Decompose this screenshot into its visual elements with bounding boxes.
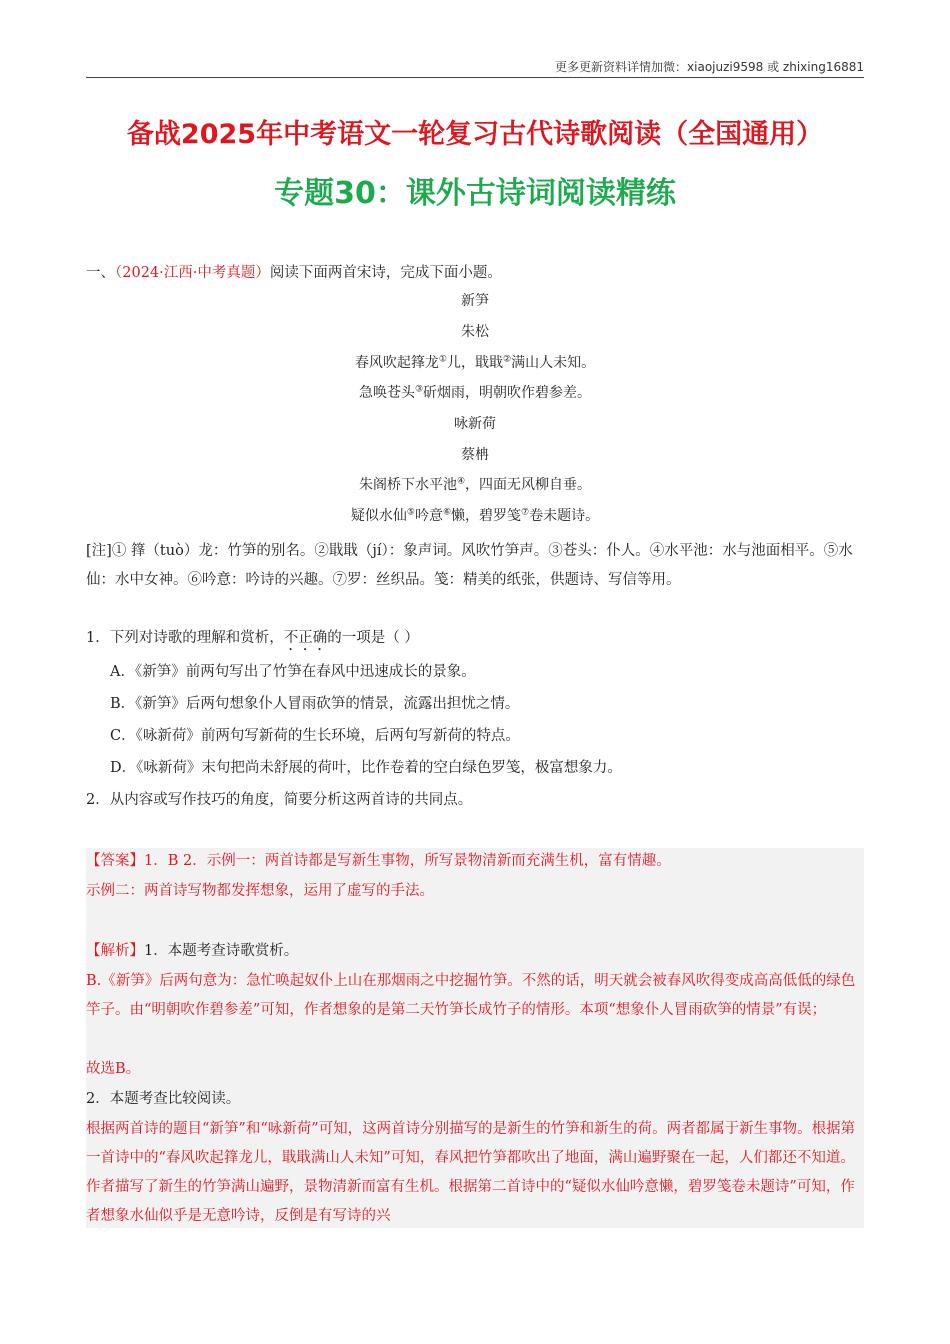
analysis-line1: 【解析】1．本题考查诗歌赏析。 — [86, 943, 299, 959]
option-d[interactable]: D．《咏新荷》末句把尚未舒展的荷叶，比作卷着的空白绿色罗笺，极富想象力。 — [110, 760, 622, 776]
analysis-paragraph-q2: 根据两首诗的题目“新笋”和“咏新荷”可知，这两首诗分别描写的是新生的竹笋和新生的荷。两者都属于新生事物。根据第一首诗中的“春风吹起箨龙儿，戢戢满山人未知”可知，春风把竹笋都吹出了地面，满山遍野聚在一起，人们都还不知道。作者描写了新生的竹笋满山遍野，景物清新而富有生机。根据第二首诗中的“疑似水仙吟意懒，碧罗笺卷未题诗”可知，作者想象水仙似乎是无意吟诗，反倒是有写诗的兴 — [86, 1121, 856, 1224]
poem-notes: [注]① 箨（tuò）龙：竹笋的别名。②戢戢（jí）：象声词。风吹竹笋声。③苍头：仆人。④水平池：水与池面相平。⑤水仙：水中女神。⑥吟意：吟诗的兴趣。⑦罗：丝织品。笺：精美的纸张，供题诗、写信等用。 — [86, 543, 853, 588]
sub-title: 专题30：课外古诗词阅读精练 — [274, 176, 676, 211]
question-2: 2．从内容或写作技巧的角度，简要分析这两首诗的共同点。 — [86, 792, 473, 808]
answer-line2: 示例二：两首诗写物都发挥想象，运用了虚写的手法。 — [86, 883, 434, 899]
poem2-line2: 疑似水仙⑤吟意⑥懒，碧罗笺⑦卷未题诗。 — [350, 507, 600, 524]
poem1-line1: 春风吹起箨龙①儿，戢戢②满山人未知。 — [354, 354, 596, 371]
question-intro — [86, 259, 864, 288]
analysis-choice: 故选B。 — [86, 1061, 141, 1077]
answer-line1: 【答案】1．B 2．示例一：两首诗都是写新生事物，所写景物清新而充满生机，富有情趣。 — [86, 853, 671, 869]
question-1: 1．下列对诗歌的理解和赏析，不正确的一项是（ ） — [86, 630, 419, 646]
poem1-line2: 急唤苍头③斫烟雨，明朝吹作碧参差。 — [358, 384, 592, 401]
poem2-title: 咏新荷 — [454, 416, 496, 432]
analysis-paragraph-b: B.《新笋》后两句意为：急忙唤起奴仆上山在那烟雨之中挖掘竹笋。不然的话，明天就会被春风吹得变成高高低低的绿色竿子。由“明朝吹作碧参差”可知，作者想象的是第二天竹笋长成竹子的情形。本项“想象仆人冒雨砍笋的情景”有误； — [86, 973, 856, 1018]
option-c[interactable]: C．《咏新荷》前两句写新荷的生长环境，后两句写新荷的特点。 — [110, 728, 520, 744]
poem2-author: 蔡柟 — [461, 447, 489, 463]
analysis-label: 【解析】 — [86, 943, 144, 959]
header-divider — [86, 77, 864, 78]
emphasis-not-correct: 不正确 — [283, 630, 328, 646]
main-title: 备战2025年中考语文一轮复习古代诗歌阅读（全国通用） — [126, 119, 824, 150]
question-instruction: 阅读下面两首宋诗，完成下面小题。 — [269, 265, 502, 281]
option-a[interactable]: A．《新笋》前两句写出了竹笋在春风中迅速成长的景象。 — [110, 664, 476, 680]
poem1-author: 朱松 — [461, 324, 489, 340]
analysis-q2-heading: 2．本题考查比较阅读。 — [86, 1091, 241, 1107]
answer-label: 【答案】 — [86, 853, 144, 869]
question-source: （2024·江西·中考真题） — [115, 265, 270, 281]
header-contact-note: 更多更新资料详情加微：xiaojuzi9598 或 zhixing16881 — [555, 60, 864, 74]
question-number: 一、 — [86, 265, 115, 281]
option-b[interactable]: B．《新笋》后两句想象仆人冒雨砍笋的情景，流露出担忧之情。 — [110, 696, 520, 712]
poem1-title: 新笋 — [461, 293, 489, 309]
poem2-line1: 朱阁桥下水平池④，四面无风柳自垂。 — [358, 476, 592, 493]
